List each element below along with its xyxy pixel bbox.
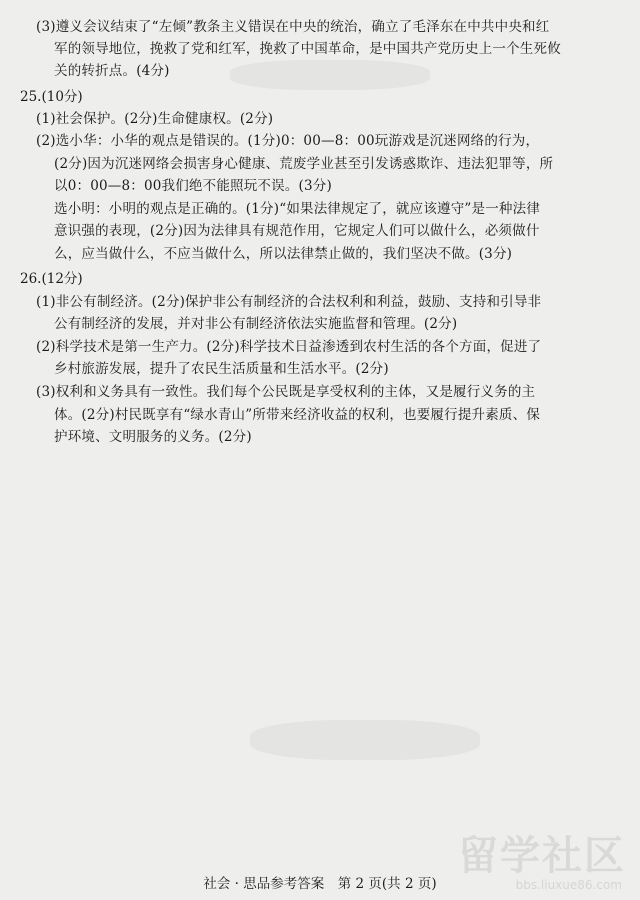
q25-line-6: 意识强的表现，(2分)因为法律具有规范作用，它规定人们可以做什么，必须做什: [54, 223, 540, 239]
q26-line-1: (1)非公有制经济。(2分)保护非公有制经济的合法权利和利益，鼓励、支持和引导非: [36, 294, 542, 310]
q26-line-4: 乡村旅游发展，提升了农民生活质量和生活水平。(2分): [54, 361, 389, 377]
question-26-number: 26.(12分): [20, 271, 83, 287]
q25-line-5: 选小明：小明的观点是正确的。(1分)“如果法律规定了，就应该遵守”是一种法律: [54, 201, 541, 217]
q24-3-line-2: 军的领导地位，挽救了党和红军，挽救了中国革命，是中国共产党历史上一个生死攸: [54, 41, 561, 57]
q25-line-7: 么，应当做什么，不应当做什么，所以法律禁止做的，我们坚决不做。(3分): [54, 246, 513, 262]
question-25-number: 25.(10分): [20, 89, 83, 105]
q24-3-line-3: 关的转折点。(4分): [54, 63, 170, 79]
q25-line-2: (2)选小华：小华的观点是错误的。(1分)0：00—8：00玩游戏是沉迷网络的行为，: [36, 133, 540, 149]
watermark-logo: 留学社区: [458, 833, 626, 879]
q26-line-6: 体。(2分)村民既享有“绿水青山”所带来经济收益的权利，也要履行提升素质、保: [54, 407, 541, 423]
q25-line-3: (2分)因为沉迷网络会损害身心健康、荒废学业甚至引发诱惑欺诈、违法犯罪等，所: [54, 156, 554, 172]
watermark: [460, 824, 630, 894]
page-footer: 社会 · 思品参考答案 第 2 页(共 2 页): [203, 876, 437, 892]
q24-3-line-1: (3)遵义会议结束了“左倾”教条主义错误在中央的统治，确立了毛泽东在中共中央和红: [36, 19, 550, 35]
scan-smudge: [230, 60, 430, 90]
q26-line-3: (2)科学技术是第一生产力。(2分)科学技术日益渗透到农村生活的各个方面，促进了: [36, 339, 542, 355]
watermark-url: bbs.liuxue86.com: [515, 878, 622, 892]
q26-line-7: 护环境、文明服务的义务。(2分): [54, 429, 252, 445]
q25-line-1: (1)社会保护。(2分)生命健康权。(2分): [36, 111, 274, 127]
q25-line-4: 以0：00—8：00我们绝不能照玩不误。(3分): [54, 178, 332, 194]
scan-smudge: [250, 720, 480, 760]
q26-line-2: 公有制经济的发展，并对非公有制经济依法实施监督和管理。(2分): [54, 316, 458, 332]
q26-line-5: (3)权利和义务具有一致性。我们每个公民既是享受权利的主体，又是履行义务的主: [36, 384, 536, 400]
